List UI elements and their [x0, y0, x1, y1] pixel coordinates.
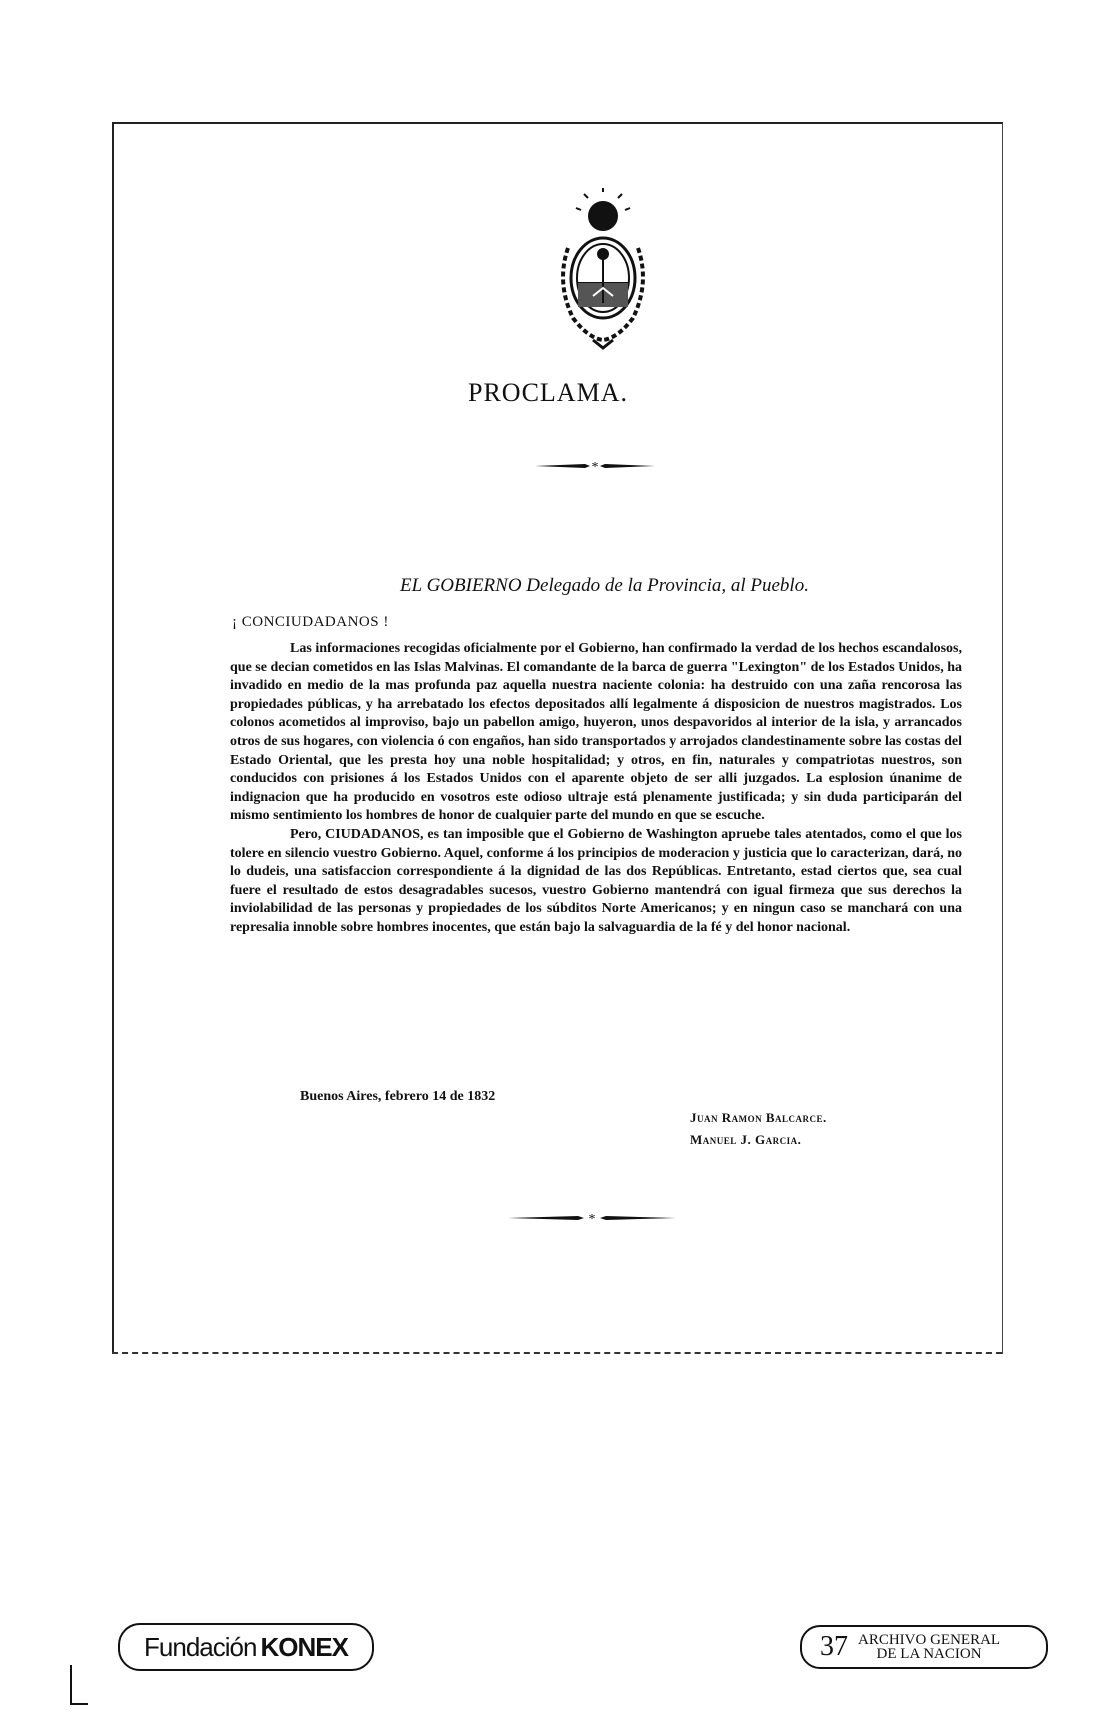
page-border-bottom [112, 1352, 1002, 1354]
archivo-general-badge [800, 1625, 1048, 1669]
ornament-divider-icon [535, 456, 655, 476]
coat-of-arms-icon [548, 188, 658, 358]
salutation: ¡ CONCIUDADANOS ! [232, 614, 389, 630]
archive-name [858, 1633, 1000, 1661]
fundacion-konex-logo [118, 1623, 374, 1671]
crop-mark [70, 1665, 88, 1705]
page-number: 37 [820, 1631, 848, 1662]
paragraph: Pero, CIUDADANOS, es tan imposible que el Gobierno de Washington apruebe tales atentados, como el que los tolere en silencio vuestro Gobierno. Aquel, conforme á los principios de moderacion y justicia que lo caracterizan, dará, no lo dudeis, una satisfaccion correspondiente á la dignidad de las dos Repúblicas. Entretanto, estad ciertos que, sea cual fuere el resultado de estos desagradables sucesos, vuestro Gobierno mantendrá con igual firmeza que sus derechos la inviolabilidad de las personas y propiedades de los súbditos Norte Americanos; y en ningun caso se manchará con una represalia innoble sobre hombres inocentes, que están bajo la salvaguardia de la fé y del honor nacional. [230, 826, 962, 935]
signature: Juan Ramon Balcarce. [690, 1110, 827, 1125]
logo-text: Fundación [144, 1631, 257, 1662]
archive-line: DE LA NACION [876, 1646, 982, 1662]
proclamation-heading: EL GOBIERNO Delegado de la Provincia, al Pueblo. [400, 575, 809, 596]
paragraph: Las informaciones recogidas oficialmente por el Gobierno, han confirmado la verdad de los hechos escandalosos, que se decian cometidos en las Islas Malvinas. El comandante de la barca de guerra "Lexington" de los Estados Unidos, ha invadido en medio de la mas profunda paz aquella nuestra naciente colonia: ha destruido con una zaña rencorosa las propiedades públicas, y ha arrebatado los efectos depositados allí legalmente á disposicion de nuestros magistrados. Los colonos acometidos al improviso, bajo un pabellon amigo, huyeron, unos despavoridos al interior de la isla, y arrancados otros de sus hogares, con violencia ó con engaños, han sido transportados y arrojados clandestinamente sobre las costas del Estado Oriental, que les presta hoy una noble hospitalidad; y otros, en fin, naturales y compatriotas nuestros, son conducidos con prisiones á los Estados Unidos con el aparente objeto de ser alli juzgados. La esplosion únanime de indignacion que ha producido en vosotros este odioso ultraje está plenamente justificada; y sin duda participarán del mismo sentimiento los hombres de honor de cualquier parte del mundo en que se escuche. [230, 641, 962, 824]
document-title: PROCLAMA. [468, 378, 628, 407]
ornament-divider-icon [508, 1208, 676, 1228]
svg-text:*: * [591, 460, 599, 475]
archive-line: ARCHIVO GENERAL [858, 1632, 1001, 1648]
proclamation-body [230, 640, 962, 938]
signature: Manuel J. Garcia. [690, 1132, 802, 1147]
svg-text:*: * [588, 1212, 596, 1227]
document-date: Buenos Aires, febrero 14 de 1832 [300, 1089, 496, 1104]
logo-text-bold: KONEX [260, 1631, 348, 1662]
